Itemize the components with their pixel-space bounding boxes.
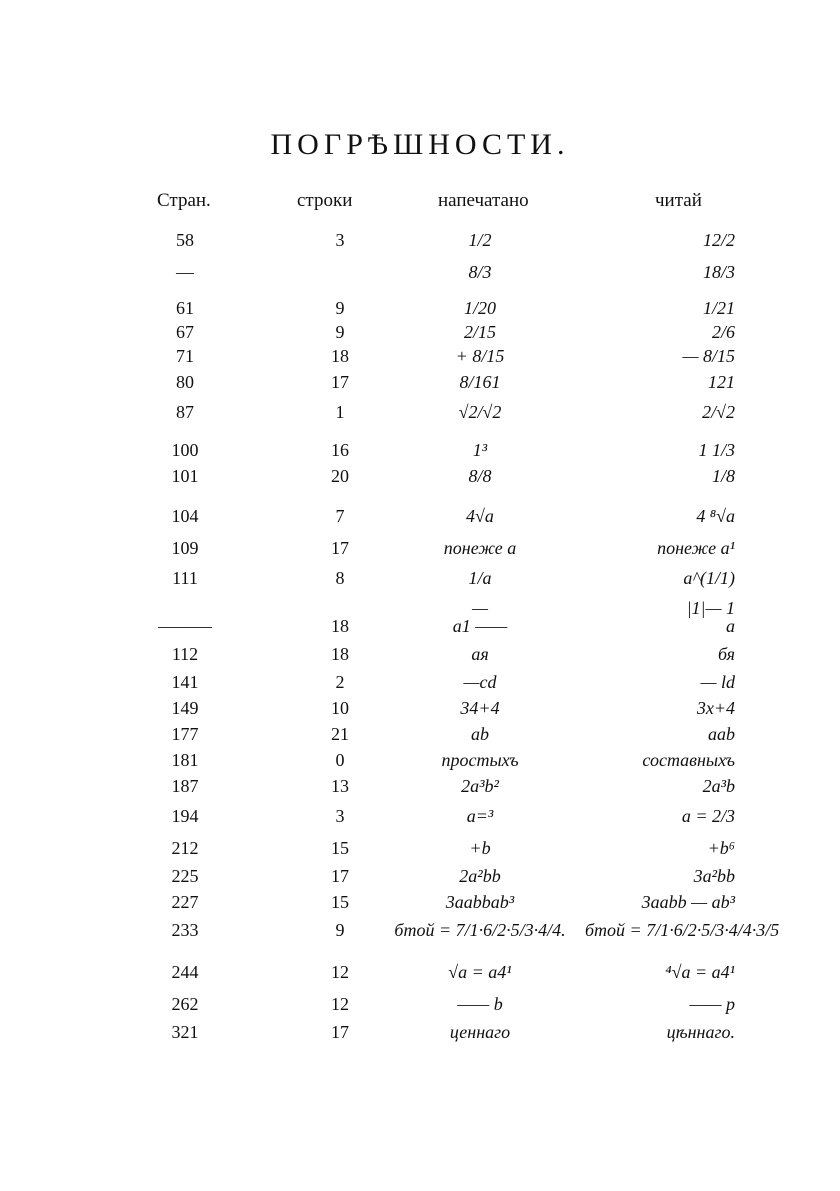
- line-number: 3: [335, 230, 345, 250]
- line-number: 0: [335, 750, 345, 770]
- correct-text: 3aabb — ab³: [641, 892, 735, 912]
- printed-text: √2/√2: [458, 402, 502, 422]
- printed-text: —— b: [457, 994, 503, 1014]
- printed-text: понеже a: [443, 538, 517, 558]
- correct-text: —— p: [689, 994, 735, 1014]
- correct-text: 1/21: [702, 298, 735, 318]
- page-number: 181: [171, 750, 199, 770]
- correct-text: понеже a¹: [657, 538, 735, 558]
- page-number: —: [176, 262, 194, 282]
- page-number: 104: [171, 506, 199, 526]
- page-number: 212: [171, 838, 199, 858]
- page-number: 225: [171, 866, 199, 886]
- page-number: 233: [171, 920, 199, 940]
- correct-text: a: [726, 616, 735, 636]
- printed-text: 34+4: [460, 698, 500, 718]
- printed-text: 8/3: [468, 262, 492, 282]
- correct-text: 1 1/3: [698, 440, 735, 460]
- correct-text: 2/√2: [702, 402, 735, 422]
- printed-text: простыхъ: [441, 750, 519, 770]
- printed-text: —cd: [463, 672, 497, 692]
- line-number: 15: [331, 892, 349, 912]
- line-number: 17: [331, 538, 349, 558]
- printed-text: √a = a4¹: [448, 962, 512, 982]
- correct-text: 18/3: [702, 262, 735, 282]
- correct-text: цѣннаго.: [666, 1022, 735, 1042]
- page-number: 227: [171, 892, 199, 912]
- printed-text: 8/161: [459, 372, 501, 392]
- printed-text: a=³: [466, 806, 494, 826]
- correct-text: +b⁶: [707, 838, 735, 858]
- line-number: 3: [335, 806, 345, 826]
- page-number: 71: [176, 346, 194, 366]
- correct-text: 2/6: [711, 322, 735, 342]
- page-number: 141: [171, 672, 199, 692]
- correct-text: 1/8: [711, 466, 735, 486]
- page-number: 101: [171, 466, 199, 486]
- correct-text: |1|— 1: [686, 598, 735, 618]
- correct-text: 3x+4: [696, 698, 735, 718]
- printed-text: 1/20: [463, 298, 496, 318]
- printed-text: 1/2: [468, 230, 492, 250]
- line-number: 12: [331, 962, 349, 982]
- page-number: 58: [176, 230, 194, 250]
- printed-text: 4√a: [466, 506, 494, 526]
- page-number: 149: [171, 698, 199, 718]
- line-number: 7: [335, 506, 345, 526]
- correct-text: 2a³b: [702, 776, 735, 796]
- page-number: 67: [176, 322, 194, 342]
- page-number: 187: [171, 776, 199, 796]
- line-number: 13: [331, 776, 349, 796]
- page-number: 61: [176, 298, 194, 318]
- page-number: 244: [171, 962, 199, 982]
- line-number: 20: [331, 466, 349, 486]
- correct-text: 4 ⁸√a: [696, 506, 735, 526]
- line-number: 16: [331, 440, 349, 460]
- line-number: 1: [335, 402, 345, 422]
- line-number: 17: [331, 372, 349, 392]
- correct-text: a = 2/3: [681, 806, 735, 826]
- page-number: 80: [176, 372, 194, 392]
- printed-text: 2a³b²: [461, 776, 499, 796]
- correct-text: aab: [708, 724, 735, 744]
- printed-text: ценнаго: [449, 1022, 511, 1042]
- correct-text: a^(1/1): [683, 568, 735, 588]
- line-number: 2: [335, 672, 345, 692]
- header-page: Стран.: [157, 190, 211, 211]
- printed-text: —: [471, 598, 488, 618]
- printed-text: +b: [469, 838, 491, 858]
- line-number: 9: [335, 920, 345, 940]
- correct-text: бя: [718, 644, 735, 664]
- page-number: 194: [171, 806, 199, 826]
- printed-text: + 8/15: [455, 346, 505, 366]
- printed-text: ab: [471, 724, 489, 744]
- page-number: 262: [171, 994, 199, 1014]
- correct-text: бтой = 7/1·6/2·5/3·4/4·3/5: [585, 920, 780, 940]
- line-number: 17: [331, 1022, 349, 1042]
- printed-text: aя: [471, 644, 489, 664]
- correct-text: 121: [708, 372, 735, 392]
- header-printed: напечатано: [438, 190, 529, 211]
- line-number: 10: [331, 698, 349, 718]
- printed-text: 2/15: [463, 322, 496, 342]
- correct-text: 12/2: [702, 230, 735, 250]
- correct-text: ⁴√a = a4¹: [665, 962, 735, 982]
- line-number: 18: [331, 346, 349, 366]
- page-number: 112: [171, 644, 199, 664]
- line-number: 18: [331, 616, 349, 636]
- correct-text: — ld: [700, 672, 735, 692]
- correct-text: 3a²bb: [693, 866, 735, 886]
- line-number: 15: [331, 838, 349, 858]
- line-number: 9: [335, 322, 345, 342]
- page-title: ПОГРѢШНОСТИ.: [270, 128, 570, 161]
- line-number: 9: [335, 298, 345, 318]
- correct-text: составныхъ: [642, 750, 735, 770]
- page-number: 87: [176, 402, 194, 422]
- page-number: 111: [172, 568, 198, 588]
- header-read: читай: [655, 190, 702, 211]
- page-number: 177: [171, 724, 199, 744]
- printed-text: 1³: [472, 440, 488, 460]
- line-number: 18: [331, 644, 349, 664]
- page-number: 100: [171, 440, 199, 460]
- page-number: 109: [171, 538, 199, 558]
- printed-text: 8/8: [468, 466, 492, 486]
- line-number: 8: [335, 568, 345, 588]
- line-number: 21: [331, 724, 349, 744]
- line-number: 12: [331, 994, 349, 1014]
- line-number: 17: [331, 866, 349, 886]
- correct-text: — 8/15: [682, 346, 735, 366]
- printed-text: a1 ——: [452, 616, 508, 636]
- printed-text: 1/a: [468, 568, 492, 588]
- header-line: строки: [297, 190, 353, 211]
- printed-text: бтой = 7/1·6/2·5/3·4/4.: [394, 920, 566, 940]
- page-number: 321: [171, 1022, 199, 1042]
- printed-text: 2a²bb: [459, 866, 501, 886]
- page-number: ———: [158, 616, 212, 636]
- printed-text: 3aabbab³: [445, 892, 515, 912]
